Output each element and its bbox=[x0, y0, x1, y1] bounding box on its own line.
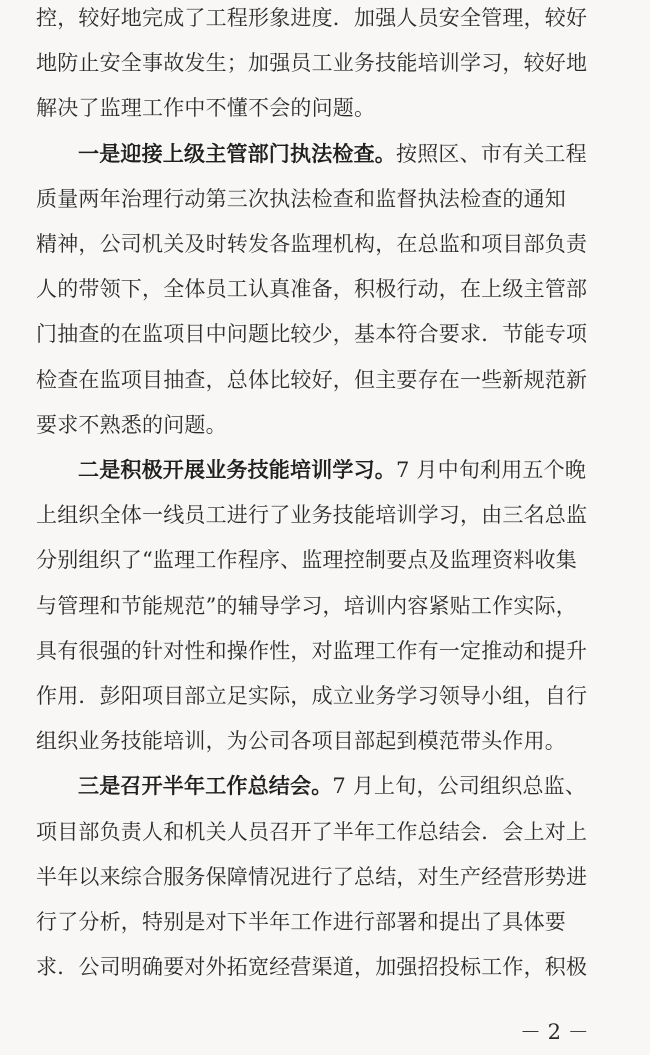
text-line: 地防止安全事故发生；加强员工业务技能培训学习，较好地 bbox=[36, 51, 588, 75]
text-line: 控，较好地完成了工程形象进度．加强人员安全管理，较好 bbox=[36, 6, 588, 30]
section-1-lead-text: 按照区、市有关工程 bbox=[396, 142, 587, 166]
text-line: 项目部负责人和机关人员召开了半年工作总结会．会上对上 bbox=[36, 820, 588, 844]
text-line: 精神，公司机关及时转发各监理机构，在总监和项目部负责 bbox=[36, 232, 588, 256]
section-2-heading: 二是积极开展业务技能培训学习。 bbox=[78, 457, 396, 482]
section-2-first-line bbox=[78, 456, 620, 484]
section-3-lead-text: 7 月上旬，公司组织总监、 bbox=[332, 774, 587, 798]
text-line: 质量两年治理行动第三次执法检查和监督执法检查的通知 bbox=[36, 187, 566, 211]
text-line: 检查在监项目抽查，总体比较好，但主要存在一些新规范新 bbox=[36, 368, 588, 392]
section-2-lead-text: 7 月中旬利用五个晚 bbox=[396, 458, 587, 482]
text-line: 门抽查的在监项目中问题比较少，基本符合要求．节能专项 bbox=[36, 322, 588, 346]
text-line: 上组织全体一线员工进行了业务技能培训学习，由三名总监 bbox=[36, 503, 588, 527]
text-line: 半年以来综合服务保障情况进行了总结，对生产经营形势进 bbox=[36, 865, 588, 889]
section-1-heading: 一是迎接上级主管部门执法检查。 bbox=[78, 141, 396, 166]
text-line: 求．公司明确要对外拓宽经营渠道，加强招投标工作，积极 bbox=[36, 955, 588, 979]
section-3-first-line bbox=[78, 772, 620, 800]
section-3-heading: 三是召开半年工作总结会。 bbox=[78, 773, 333, 798]
text-line: 解决了监理工作中不懂不会的问题。 bbox=[36, 96, 376, 120]
text-line: 人的带领下，全体员工认真准备，积极行动，在上级主管部 bbox=[36, 277, 588, 301]
page-number: － 2 － bbox=[520, 1020, 589, 1044]
text-line: 作用．彭阳项目部立足实际，成立业务学习领导小组，自行 bbox=[36, 684, 588, 708]
text-line: 与管理和节能规范”的辅导学习，培训内容紧贴工作实际， bbox=[36, 594, 577, 618]
text-line: 组织业务技能培训，为公司各项目部起到模范带头作用。 bbox=[36, 729, 566, 753]
section-1-first-line bbox=[78, 140, 620, 168]
text-line: 分别组织了“监理工作程序、监理控制要点及监理资料收集 bbox=[36, 548, 577, 572]
text-line: 行了分析，特别是对下半年工作进行部署和提出了具体要 bbox=[36, 910, 566, 934]
text-line: 要求不熟悉的问题。 bbox=[36, 413, 227, 437]
text-line: 具有很强的针对性和操作性，对监理工作有一定推动和提升 bbox=[36, 639, 588, 663]
